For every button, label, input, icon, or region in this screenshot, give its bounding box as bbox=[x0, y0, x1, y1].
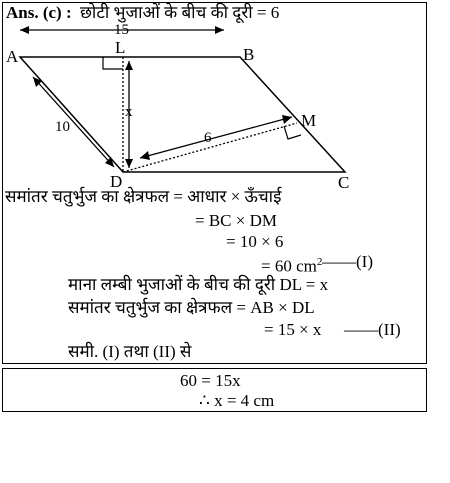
dim-arrow-6 bbox=[140, 117, 292, 158]
result-equation: 60 = 15x bbox=[180, 371, 241, 390]
arrowhead bbox=[282, 115, 292, 124]
label-x: x bbox=[125, 104, 133, 120]
point-c: C bbox=[338, 173, 350, 192]
let-statement: माना लम्बी भुजाओं के बीच की दूरी DL = x bbox=[68, 275, 329, 294]
answer-label: Ans. (c) : bbox=[6, 3, 72, 22]
answer-statement: छोटी भुजाओं के बीच की दूरी = 6 bbox=[80, 3, 280, 22]
eq-label-1: ——(I) bbox=[322, 252, 373, 271]
point-a: A bbox=[6, 47, 19, 66]
right-angle-mark-l bbox=[103, 57, 123, 69]
arrowhead bbox=[125, 61, 133, 70]
from-equations: समी. (I) तथा (II) से bbox=[68, 342, 192, 361]
arrowhead bbox=[140, 151, 150, 160]
label-6: 6 bbox=[204, 130, 212, 146]
step-10x6: = 10 × 6 bbox=[226, 232, 284, 251]
step-15x: = 15 × x bbox=[264, 320, 322, 339]
label-10: 10 bbox=[55, 119, 70, 135]
point-d: D bbox=[110, 172, 123, 191]
arrowhead bbox=[215, 26, 224, 34]
arrowhead bbox=[125, 159, 133, 168]
point-l: L bbox=[115, 38, 126, 57]
area-formula: समांतर चतुर्भुज का क्षेत्रफल = आधार × ऊँचाई bbox=[5, 187, 282, 206]
point-m: M bbox=[301, 111, 317, 130]
area-ab-dl: समांतर चतुर्भुज का क्षेत्रफल = AB × DL bbox=[68, 298, 315, 317]
result-answer: ∴ x = 4 cm bbox=[199, 391, 275, 410]
step-60cm2: = 60 $cm^2$ bbox=[261, 256, 323, 276]
label-15: 15 bbox=[114, 22, 129, 38]
eq-label-2: ——(II) bbox=[344, 320, 401, 339]
step-bc-dm: = BC × DM bbox=[195, 211, 277, 230]
point-b: B bbox=[243, 45, 255, 64]
right-angle-mark-m bbox=[284, 126, 301, 139]
dim-arrow-10 bbox=[33, 77, 114, 167]
arrowhead bbox=[20, 26, 29, 34]
